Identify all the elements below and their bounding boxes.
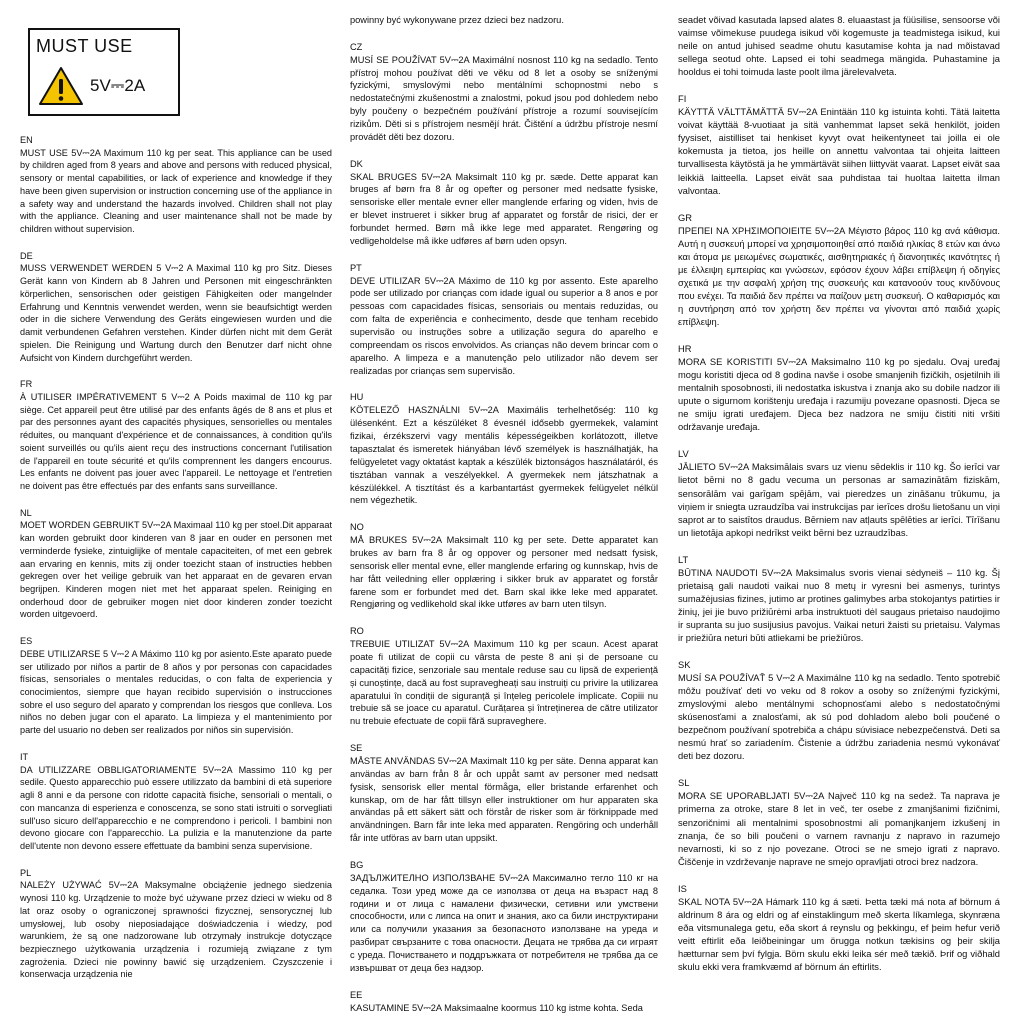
language-section [350, 742, 658, 845]
language-section [678, 343, 1000, 434]
language-code: LT [678, 554, 689, 565]
instruction-text: À UTILISER IMPÉRATIVEMENT 5 V⎓2 A Poids maximal de 110 kg par siège. Cet appareil peut être utilisé par des enfants âgés de 8 ans et plus et par des personnes ayant des capacités physiques, sensorielles ou mentales réduites, ou manquant d'expérience et de connaissances, à condition qu'ils soient surveillés ou qu'ils aient reçu des instructions concernant l'utilisation de l'appareil en toute sécurité et qu'ils comprennent les dangers encourus. Les enfants ne doivent pas jouer avec l'appareil. Le nettoyage et l'entretien ne doivent pas être effectués par des enfants sans surveillance. [20, 391, 332, 491]
language-section [20, 867, 332, 981]
instruction-text: MORA SE UPORABLJATI 5V⎓2A Največ 110 kg na sedež. Ta naprava je primerna za otroke, stare 8 let in več, ter osebe z zmanjšanimi fizičnimi, senzoričnimi ali mentalnimi sposobnostmi ali pomanjkanjem izkušenj in znanja, če so bili poučeni o varnem ravnanju z napravo in razumejo nevarnosti, ki so z njo povezane. Otroci se ne smejo igrati z napravo. Čiščenje in vzdrževanje naprave ne smejo opravljati otroci brez nadzora. [678, 791, 1000, 867]
instruction-text: MORA SE KORISTITI 5V⎓2A Maksimalno 110 kg po sjedalu. Ovaj uređaj mogu koristiti djeca od 8 godina navše i osobe smanjenih fizičkih, osjetilnih ili mentalnih sposobnosti, ili nedostatka iskustva i znanja ako su dobile nadzor ili upute o sigurnom korištenju uređaja i razumiju povezane opasnosti. Djeca se ne smiju igrati uređajem. Djeca bez nadzora ne smiju čistiti niti vršiti održavanje uređaja. [678, 357, 1000, 433]
language-section [678, 659, 1000, 763]
instruction-text: KÖTELEZŐ HASZNÁLNI 5V⎓2A Maximális terhelhetőség: 110 kg ülésenként. Ezt a készüléket 8 évesnél idősebb gyermekek, valamint fizikai, érzékszervi vagy mentális képességeikben korlátozott, illetve tapasztalat és ismeretek hiányában lévő személyek is használhatják, ha felügyeletet vagy oktatást kaptak a készülék biztonságos használatáról, és tisztában vannak a veszélyekkel. A gyermekek nem játszhatnak a készülékkel. A tisztítást és a karbantartást gyermekek felügyelet nélkül nem végezhetik. [350, 405, 658, 506]
language-code: NL [20, 507, 32, 518]
language-section [678, 883, 1000, 974]
instruction-text: JĀLIETO 5V⎓2A Maksimālais svars uz vienu sēdeklis ir 110 kg. Šo ierīci var lietot bērni no 8 gadu vecuma un personas ar samazinātām fiziskām, sensorālām vai garīgam spējām, vai pieredzes un zināšanu trūkumu, ja viņiem ir sniegta uzraudzība vai instrukcijas par ierīces drošu lietošanu un viņi saprot ar to saistītos draudus. Bērniem nav atļauts spēlēties ar ierīci. Tīrīšanu un lietotāja apkopi nedrīkst veikt bērni bez uzraudzības. [678, 462, 1000, 538]
badge-title: MUST USE [36, 36, 133, 56]
instruction-text: MUSS VERWENDET WERDEN 5 V⎓2 A Maximal 110 kg pro Sitz. Dieses Gerät kann von Kindern ab 8 Jahren und Personen mit eingeschränkten körperlichen, sensorischen oder geistigen Fähigkeiten oder mangelnder Erfahrung und Kenntnis verwendet werden, wenn sie beaufsichtigt werden oder in die sichere Verwendung des Geräts eingewiesen wurden und die damit verbundenen Gefahren verstehen. Kinder dürfen nicht mit dem Gerät spielen. Die Reinigung und Wartung durch den Benutzer darf nicht ohne Aufsicht von Kindern durchgeführt werden. [20, 263, 332, 363]
instruction-text: MUSÍ SE POUŽÍVAT 5V⎓2A Maximální nosnost 110 kg na sedadlo. Tento přístroj mohou používat děti ve věku od 8 let a osoby se sníženými fyzickými, smyslovými nebo mentálními schopnostmi nebo s nedostatečnými zkušenostmi a znalostmi, pokud jsou pod dohledem nebo byly poučeny o bezpečném používání přístroje a rozumí souvisejícím rizikům. Děti si s přístrojem nesmějí hrát. Čištění a údržbu přístroje nesmí provádět děti bez dozoru. [350, 54, 658, 142]
language-code: NO [350, 522, 364, 533]
language-code: PT [350, 262, 362, 273]
instruction-text: DA UTILIZZARE OBBLIGATORIAMENTE 5V⎓2A Massimo 110 kg per sedile. Questo apparecchio può essere utilizzato da bambini di età superiore agli 8 anni e da persone con ridotte capacità fisiche, sensoriali o mentali, o con mancanza di esperienza e conoscenza, se sono stati istruiti o sorvegliati sull'uso sicuro dell'apparecchio e ne comprendono i pericoli. I bambini non devono giocare con l'apparecchio. La pulizia e la manutenzione da parte dell'utente non devono essere effettuate da bambini senza supervisione. [20, 764, 332, 851]
must-use-badge [28, 28, 180, 116]
language-section [20, 250, 332, 364]
language-code: LV [678, 449, 689, 460]
language-section [678, 448, 1000, 539]
instruction-text: DEBE UTILIZARSE 5 V⎓2 A Máximo 110 kg por asiento.Este aparato puede ser utilizado por niños a partir de 8 años y por personas con capacidades físicas, sensoriales o mentales reducidas, o con falta de experiencia y conocimientos, siempre que hayan recibido supervisión o instrucciones sobre el uso seguro del aparato y comprendan los riesgos que conlleva. Los niños no deben jugar con el aparato. La limpieza y el mantenimiento por parte del usuario no deben ser realizados por niños sin supervisión. [20, 648, 332, 736]
text-column-2 [350, 14, 658, 1014]
language-code: EN [20, 135, 33, 145]
instruction-text: MUST USE 5V⎓2A Maximum 110 kg per seat. This appliance can be used by children aged from 8 years and above and persons with reduced physical, sensory or mental capabilities, or lack of experience and knowledge if they have been given supervision or instruction concerning use of the appliance in a safety way and understand the hazards involved. Children shall not play with the appliance. Cleaning and user maintenance shall not be made by children without supervision. [20, 147, 332, 235]
language-section [350, 625, 658, 728]
language-section [678, 777, 1000, 868]
language-section [350, 41, 658, 144]
instruction-text: ΠΡΕΠΕΙ ΝΑ ΧΡΗΣΙΜΟΠΟΙΕΙΤΕ 5V⎓2A Μέγιστο βάρος 110 kg ανά κάθισμα. Αυτή η συσκευή μπορεί να χρησιμοποιηθεί από παιδιά ηλικίας 8 ετών και άνω και άτομα με μειωμένες σωματικές, αισθητηριακές ή διανοητικές ικανότητες ή με έλλειψη εμπειρίας και γνώσεων, εφόσον έχουν λάβει επίβλεψη ή οδηγίες σχετικά με την ασφαλή χρήση της συσκευής και κατανοούν τους κινδύνους που ενέχει. Τα παιδιά δεν πρέπει να παίζουν μετη συσκευή. Ο καθαρισμός και η συντήρηση από τον χρήστη δεν πρέπει να γίνονται από παιδιά χωρίς επίβλεψη. [678, 225, 1000, 327]
language-section [20, 378, 332, 492]
language-code: RO [350, 626, 364, 637]
instruction-text: ЗАДЪЛЖИТЕЛНО ИЗПОЛЗВАНЕ 5V⎓2A Максимално тегло 110 кг на седалка. Този уред може да се използва от деца на възраст над 8 години и от лица с намалени физически, сетивни или умствени способности, или с липса на опит и знания, ако са били инструктирани или са получили указания за безопасното използване на уреда и разбират свързаните с това опасности. Децата не трябва да си играят с уреда. Почистването и поддръжката от потребителя не трябва да се извършват от деца без надзор. [350, 872, 658, 973]
language-section [20, 751, 332, 853]
language-code: HU [350, 392, 364, 403]
instruction-text: SKAL NOTA 5V⎓2A Hámark 110 kg á sæti. Þetta tæki má nota af börnum á aldrinum 8 ára og eldri og af einstaklingum með skerta líkamlega, skynræna eða vitsmunalega getu, eða skort á reynslu og þekkingu, ef þeim hefur verið veitt eftirlit eða leiðbeiningar um örugga notkun tækisins og þeir skilja hætturnar sem því fylgja. Börn skulu ekki leika sér með tækið. Þrif og viðhald skulu ekki vera framkvæmd af börnum án eftirlits. [678, 896, 1000, 972]
instruction-text: SKAL BRUGES 5V⎓2A Maksimalt 110 kg pr. sæde. Dette apparat kan bruges af børn fra 8 år og opefter og personer med nedsatte fysiske, sensoriske eller mentale evner eller manglende erfaring og viden, hvis de er blevet instrueret i sikker brug af apparatet og forstår de risici, der er forbundet hermed. Børn må ikke lege med apparatet. Rengøring og vedligeholdelse må ikke udføres af børn uden opsyn. [350, 171, 658, 246]
language-section [678, 554, 1000, 645]
language-section [678, 212, 1000, 329]
instruction-text: DEVE UTILIZAR 5V⎓2A Máximo de 110 kg por assento. Este aparelho pode ser utilizado por crianças com idade igual ou superior a 8 anos e por pessoas com capacidades físicas, sensoriais ou mentais reduzidas, ou com falta de experiência e conhecimento, desde que tenham recebido supervisão ou instruções sobre a utilização segura do aparelho e compreendam os riscos envolvidos. As crianças não devem brincar com o aparelho. A limpeza e a manutenção pelo utilizador não devem ser realizadas por crianças sem supervisão. [350, 275, 658, 376]
language-code: DE [20, 250, 33, 261]
instruction-text: KÄYTTÄ VÄLTTÄMÄTTÄ 5V⎓2A Enintään 110 kg istuinta kohti. Tätä laitetta voivat käyttää 8-vuotiaat ja sitä vanhemmat lapset sekä henkilöt, joiden fyysiset, aistilliset tai henkiset kyvyt ovat heikentyneet tai joilla ei ole kokemusta ja tietoa, jos heille on annettu valvontaa tai ohjeita laitteen turvallisesta käytöstä ja he ymmärtävät siihen liittyvät vaarat. Lapset eivät saa leikkiä laitteella. Lapset eivät saa puhdistaa tai huoltaa laitetta ilman valvontaa. [678, 107, 1000, 196]
language-section [20, 635, 332, 737]
language-code: SL [678, 778, 690, 789]
instruction-text: MÅSTE ANVÄNDAS 5V⎓2A Maximalt 110 kg per säte. Denna apparat kan användas av barn från 8 år och uppåt samt av personer med nedsatt fysisk, sensorisk eller mental förmåga, eller bristande erfarenhet och kunskap, om de har fått tillsyn eller instruktioner om hur apparaten ska användas på ett säkert sätt och förstår de risker som är förknippade med användningen. Barn får inte leka med apparaten. Rengöring och underhåll får inte utföras av barn utan uppsikt. [350, 755, 658, 844]
language-code: SE [350, 743, 363, 754]
language-code: DK [350, 158, 363, 169]
language-code: EE [350, 989, 363, 1000]
instruction-text: seadet võivad kasutada lapsed alates 8. eluaastast ja füüsilise, sensoorse või vaimse võimekuse puudega isikud või kogemuste ja teadmistega isikud, kui neile on antud juhised seadme ohutu kasutamise kohta ja nad mõistavad sellega seotud ohte. Lapsed ei tohi seadmega mängida. Puhastamine ja hooldus ei tohi toimuda laste poolt ilma järelevalveta. [678, 15, 1000, 78]
language-code: ES [20, 636, 33, 647]
language-section [350, 262, 658, 378]
language-section [350, 989, 658, 1015]
text-column-1 [20, 134, 332, 981]
language-section [350, 391, 658, 507]
text-column-3 [678, 14, 1000, 974]
language-code: FR [20, 379, 33, 390]
instruction-text: MOET WORDEN GEBRUIKT 5V⎓2A Maximaal 110 kg per stoel.Dit apparaat kan worden gebruikt door kinderen van 8 jaar en ouder en personen met verminderde fysieke, zintuiglijke of mentale capaciteiten, of met een gebrek aan ervaring en kennis, mits zij onder toezicht staan of instructies hebben gekregen over het veilige gebruik van het apparaat en de gevaren ervan begrijpen. Kinderen mogen niet met het apparaat spelen. Reiniging en onderhoud door de gebruiker mogen niet door kinderen zonder toezicht worden uitgevoerd. [20, 520, 332, 620]
instruction-text: NALEŻY UŻYWAĆ 5V⎓2A Maksymalne obciążenie jednego siedzenia wynosi 110 kg. Urządzenie to może być używane przez dzieci w wieku od 8 lat oraz osoby o ograniczonej sprawności fizycznej, sensorycznej lub umysłowej, lub osoby nieposiadające doświadczenia i wiedzy, pod warunkiem, że są one nadzorowane lub otrzymały instrukcje dotyczące bezpiecznego użytkowania urządzenia i rozumieją związane z tym zagrożenia. Dzieci nie powinny bawić się urządzeniem. Czyszczenie i konserwacja urządzenia nie [20, 880, 332, 980]
language-section [678, 14, 1000, 79]
instruction-text: MÅ BRUKES 5V⎓2A Maksimalt 110 kg per sete. Dette apparatet kan brukes av barn fra 8 år og oppover og personer med nedsatt fysisk, sensorisk eller mental evne, eller manglende erfaring og kunnskap, hvis de har fått veiledning eller opplæring i sikker bruk av apparatet og forstår farene som er forbundet med det. Barn skal ikke leke med apparatet. Rengjøring og vedlikehold skal ikke utføres av barn uten tilsyn. [350, 535, 658, 610]
language-code: IS [678, 883, 687, 894]
language-code: CZ [350, 41, 363, 52]
instruction-text: TREBUIE UTILIZAT 5V⎓2A Maximum 110 kg per scaun. Acest aparat poate fi utilizat de copii cu vârsta de peste 8 ani și de persoane cu capacități fizice, senzoriale sau mentale reduse sau cu lipsă de experiență și cunoștințe, dacă au fost supravegheați sau instruiți cu privire la utilizarea aparatului în condiții de siguranță și înțeleg pericolele implicate. Copiii nu trebuie să se joace cu aparatul. Curățarea și întreținerea de către utilizator nu trebuie efectuate de copii fără supraveghere. [350, 639, 658, 727]
language-section [350, 158, 658, 248]
instruction-text: KASUTAMINE 5V⎓2A Maksimaalne koormus 110 kg istme kohta. Seda [350, 1002, 643, 1013]
instruction-text: BŪTINA NAUDOTI 5V⎓2A Maksimalus svoris vienai sėdyneiš – 110 kg. Šį prietaisą gali naudoti vaikai nuo 8 metų ir vyresni bei asmenys, turintys sumažėjusias fizines, jutimo ar protines galimybes arba stokojantys patirties ir žinių, jei jie buvo prižiūrėmi arba instruktuoti dėl saugaus prietaiso naudojimo ir supranta su juo susijusius pavojus. Vaikai neturi žaisti su prietaisu. Valymas ir priežiūra neturi būti atliekami be priežiūros. [678, 567, 1000, 643]
badge-rating: 5V⎓2A [90, 76, 146, 95]
language-section [350, 521, 658, 611]
language-code: BG [350, 859, 364, 870]
language-code: IT [20, 751, 29, 762]
language-section [678, 93, 1000, 197]
language-code: SK [678, 660, 691, 671]
language-code: PL [20, 867, 32, 878]
language-section [350, 14, 658, 27]
language-section [350, 859, 658, 975]
language-section [20, 134, 332, 236]
instruction-text: MUSÍ SA POUŽÍVAŤ 5 V⎓2 A Maximálne 110 kg na sedadlo. Tento spotrebič môžu používať deti vo veku od 8 rokov a osoby so zníženými fyzickými, zmyslovými alebo mentálnymi schopnosťami alebo s nedostatočnými skúsenosťami a znalosťami, ak sú pod dohladom alebo boli poučené o bezpečnom používaní spotrebiča a chápu súvisiace nebezpečenstvá. Deti sa nesmú hrať so zariadením. Čistenie a údržbu zariadenia nesmú vykonávať deti bez dozoru. [678, 673, 1000, 762]
language-code: HR [678, 344, 692, 355]
instruction-text: powinny być wykonywane przez dzieci bez nadzoru. [350, 15, 564, 25]
warning-triangle-icon [38, 66, 84, 106]
language-code: GR [678, 212, 693, 223]
language-section [20, 507, 332, 621]
language-code: FI [678, 94, 687, 105]
